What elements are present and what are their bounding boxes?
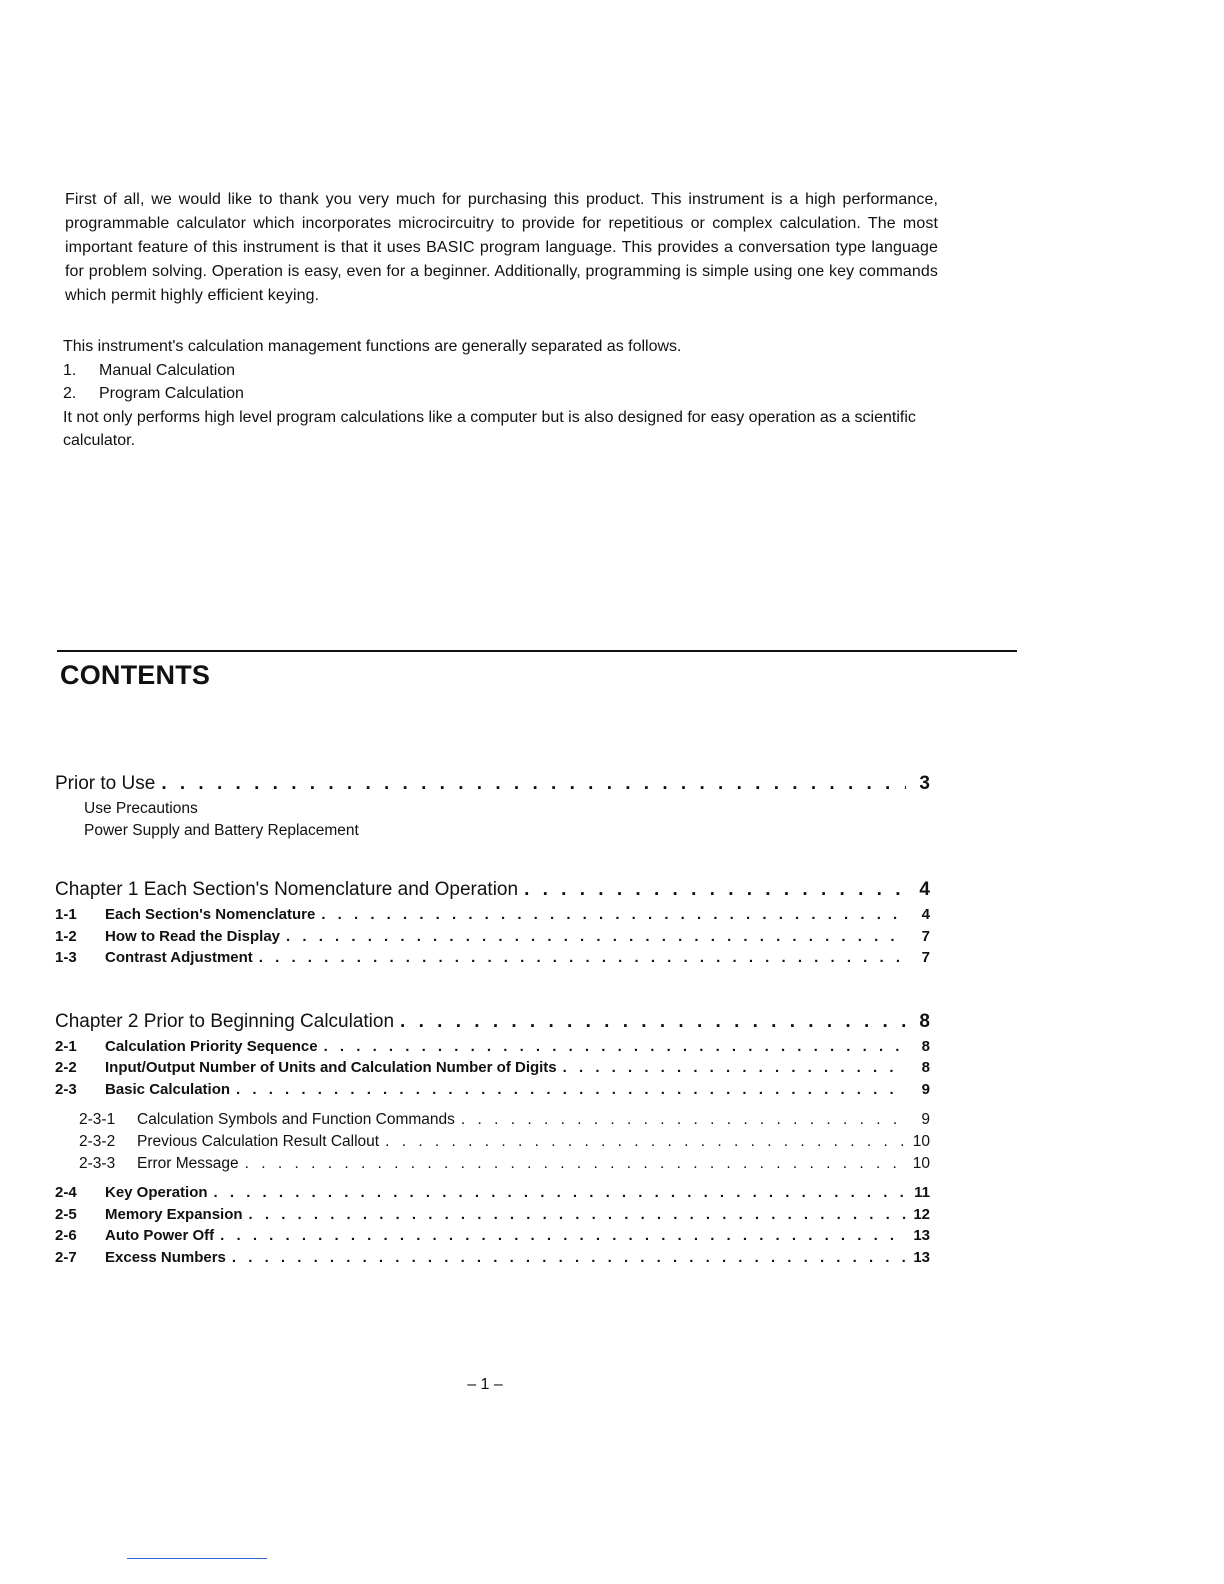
functions-closing: It not only performs high level program calculations like a computer but is also designed for easy operation as a scientific calculator. (63, 408, 916, 449)
toc-entry-label: Key Operation (105, 1184, 208, 1201)
toc-leader-dots (220, 1225, 906, 1247)
toc-entry-label: Calculation Symbols and Function Commands (137, 1111, 455, 1128)
toc-leader-dots (400, 1008, 906, 1036)
toc-entry-label: Memory Expansion (105, 1205, 243, 1223)
toc-leader-dots (249, 1204, 906, 1226)
toc-leader-dots (214, 1182, 906, 1204)
toc-leader-dots (161, 770, 906, 798)
toc-entry-number: 2-3-1 (79, 1111, 116, 1128)
toc-entry-label: Basic Calculation (105, 1080, 231, 1098)
toc-entry-page: 9 (921, 1080, 930, 1098)
toc-leader-dots (324, 1036, 906, 1058)
toc-entry-page: 12 (913, 1205, 930, 1223)
page-number: – 1 – (467, 1376, 503, 1393)
toc-entry-page: 4 (921, 906, 930, 923)
toc-entry-page: 13 (913, 1227, 930, 1244)
function-item-label: Program Calculation (99, 385, 244, 402)
toc-entry-number: 2-3 (55, 1080, 77, 1098)
toc-entry-number: 1-2 (55, 927, 77, 945)
toc-entry-1-3[interactable] (55, 947, 930, 969)
toc-entry-page: 7 (921, 949, 930, 966)
function-item-label: Manual Calculation (99, 361, 236, 379)
toc-entry-2-4[interactable] (55, 1182, 930, 1204)
toc-entry-2-3[interactable] (55, 1079, 930, 1101)
toc-entry-number: 2-7 (55, 1248, 77, 1266)
toc-entry-page: 8 (921, 1059, 930, 1076)
table-of-contents (55, 770, 930, 1268)
toc-entry-number: 2-5 (55, 1205, 77, 1223)
toc-entry-label: Error Message (137, 1155, 239, 1172)
functions-section (63, 335, 939, 453)
toc-entry-number: 2-6 (55, 1227, 77, 1244)
toc-entry-2-3-3[interactable] (55, 1153, 930, 1175)
toc-entry-number: 1-3 (55, 949, 77, 966)
toc-entry-2-6[interactable] (55, 1225, 930, 1247)
toc-entry-page: 11 (914, 1184, 930, 1201)
toc-entry-prior-to-use[interactable] (55, 770, 930, 798)
toc-leader-dots (563, 1057, 906, 1079)
toc-entry-number: 2-2 (55, 1059, 77, 1076)
toc-entry-label: Chapter 2 Prior to Beginning Calculation (55, 1010, 395, 1032)
toc-entry-2-2[interactable] (55, 1057, 930, 1079)
toc-entry-label: Excess Numbers (105, 1248, 226, 1266)
toc-entry-page: 10 (912, 1155, 930, 1172)
toc-entry-label: How to Read the Display (105, 927, 281, 945)
toc-entry-page: 10 (912, 1133, 930, 1150)
toc-leader-dots (236, 1079, 906, 1101)
toc-entry-page: 8 (919, 1010, 930, 1032)
toc-leader-dots (259, 947, 906, 969)
function-item (63, 359, 939, 383)
toc-entry-page: 7 (921, 927, 930, 945)
toc-entry-number: 2-1 (55, 1037, 77, 1055)
toc-leader-dots (286, 926, 906, 948)
function-item (63, 382, 939, 406)
toc-leader-dots (524, 876, 906, 904)
intro-paragraph: First of all, we would like to thank you very much for purchasing this product. This instrument is a high performance, programmable calculator which incorporates microcircuitry to provide for repetitious or complex calculation. The most important feature of this instrument is that it uses BASIC program language. This provides a conversation type language for problem solving. Operation is easy, even for a beginner. Additionally, programming is simple using one key commands which permit highly efficient keying. (65, 191, 938, 304)
toc-entry-label: Prior to Use (55, 773, 156, 794)
toc-entry-label: Chapter 1 Each Section's Nomenclature and Operation (55, 879, 519, 900)
function-item-number: 2. (63, 385, 77, 402)
toc-leader-dots (385, 1131, 906, 1153)
toc-entry-1-1[interactable] (55, 904, 930, 926)
toc-entry-number: 2-3-3 (79, 1155, 116, 1172)
toc-entry-page: 8 (921, 1037, 930, 1055)
toc-entry-2-3-2[interactable] (55, 1131, 930, 1153)
toc-entry-label: Each Section's Nomenclature (105, 906, 316, 923)
functions-lead: This instrument's calculation management functions are generally separated as follows. (63, 338, 682, 355)
toc-entry-page: 9 (921, 1111, 930, 1128)
toc-subentry-power-supply[interactable]: Power Supply and Battery Replacement (84, 822, 359, 839)
toc-entry-label: Contrast Adjustment (105, 949, 253, 966)
toc-entry-2-5[interactable] (55, 1204, 930, 1226)
toc-entry-chapter-2[interactable] (55, 1008, 930, 1036)
toc-entry-number: 2-3-2 (79, 1133, 116, 1150)
toc-entry-number: 1-1 (55, 906, 77, 923)
toc-entry-page: 3 (919, 773, 930, 794)
toc-entry-chapter-1[interactable] (55, 876, 930, 904)
toc-leader-dots (245, 1153, 906, 1175)
function-item-number: 1. (63, 361, 77, 379)
toc-entry-page: 4 (919, 879, 930, 900)
toc-entry-page: 13 (913, 1248, 930, 1266)
contents-divider (57, 650, 1017, 652)
toc-entry-2-1[interactable] (55, 1036, 930, 1058)
toc-leader-dots (321, 904, 906, 926)
toc-leader-dots (232, 1247, 906, 1269)
toc-entry-1-2[interactable] (55, 926, 930, 948)
toc-entry-label: Input/Output Number of Units and Calculation Number of Digits (105, 1059, 557, 1076)
toc-subentry-use-precautions[interactable]: Use Precautions (84, 800, 198, 817)
intro-section (65, 188, 938, 308)
toc-entry-2-3-1[interactable] (55, 1109, 930, 1131)
toc-entry-label: Calculation Priority Sequence (105, 1037, 318, 1055)
toc-entry-number: 2-4 (55, 1184, 77, 1201)
toc-entry-label: Auto Power Off (105, 1227, 215, 1244)
toc-entry-label: Previous Calculation Result Callout (137, 1133, 380, 1150)
toc-entry-2-7[interactable] (55, 1247, 930, 1269)
footer-underline (127, 1558, 267, 1559)
contents-title: CONTENTS (60, 660, 211, 690)
toc-leader-dots (461, 1109, 906, 1131)
